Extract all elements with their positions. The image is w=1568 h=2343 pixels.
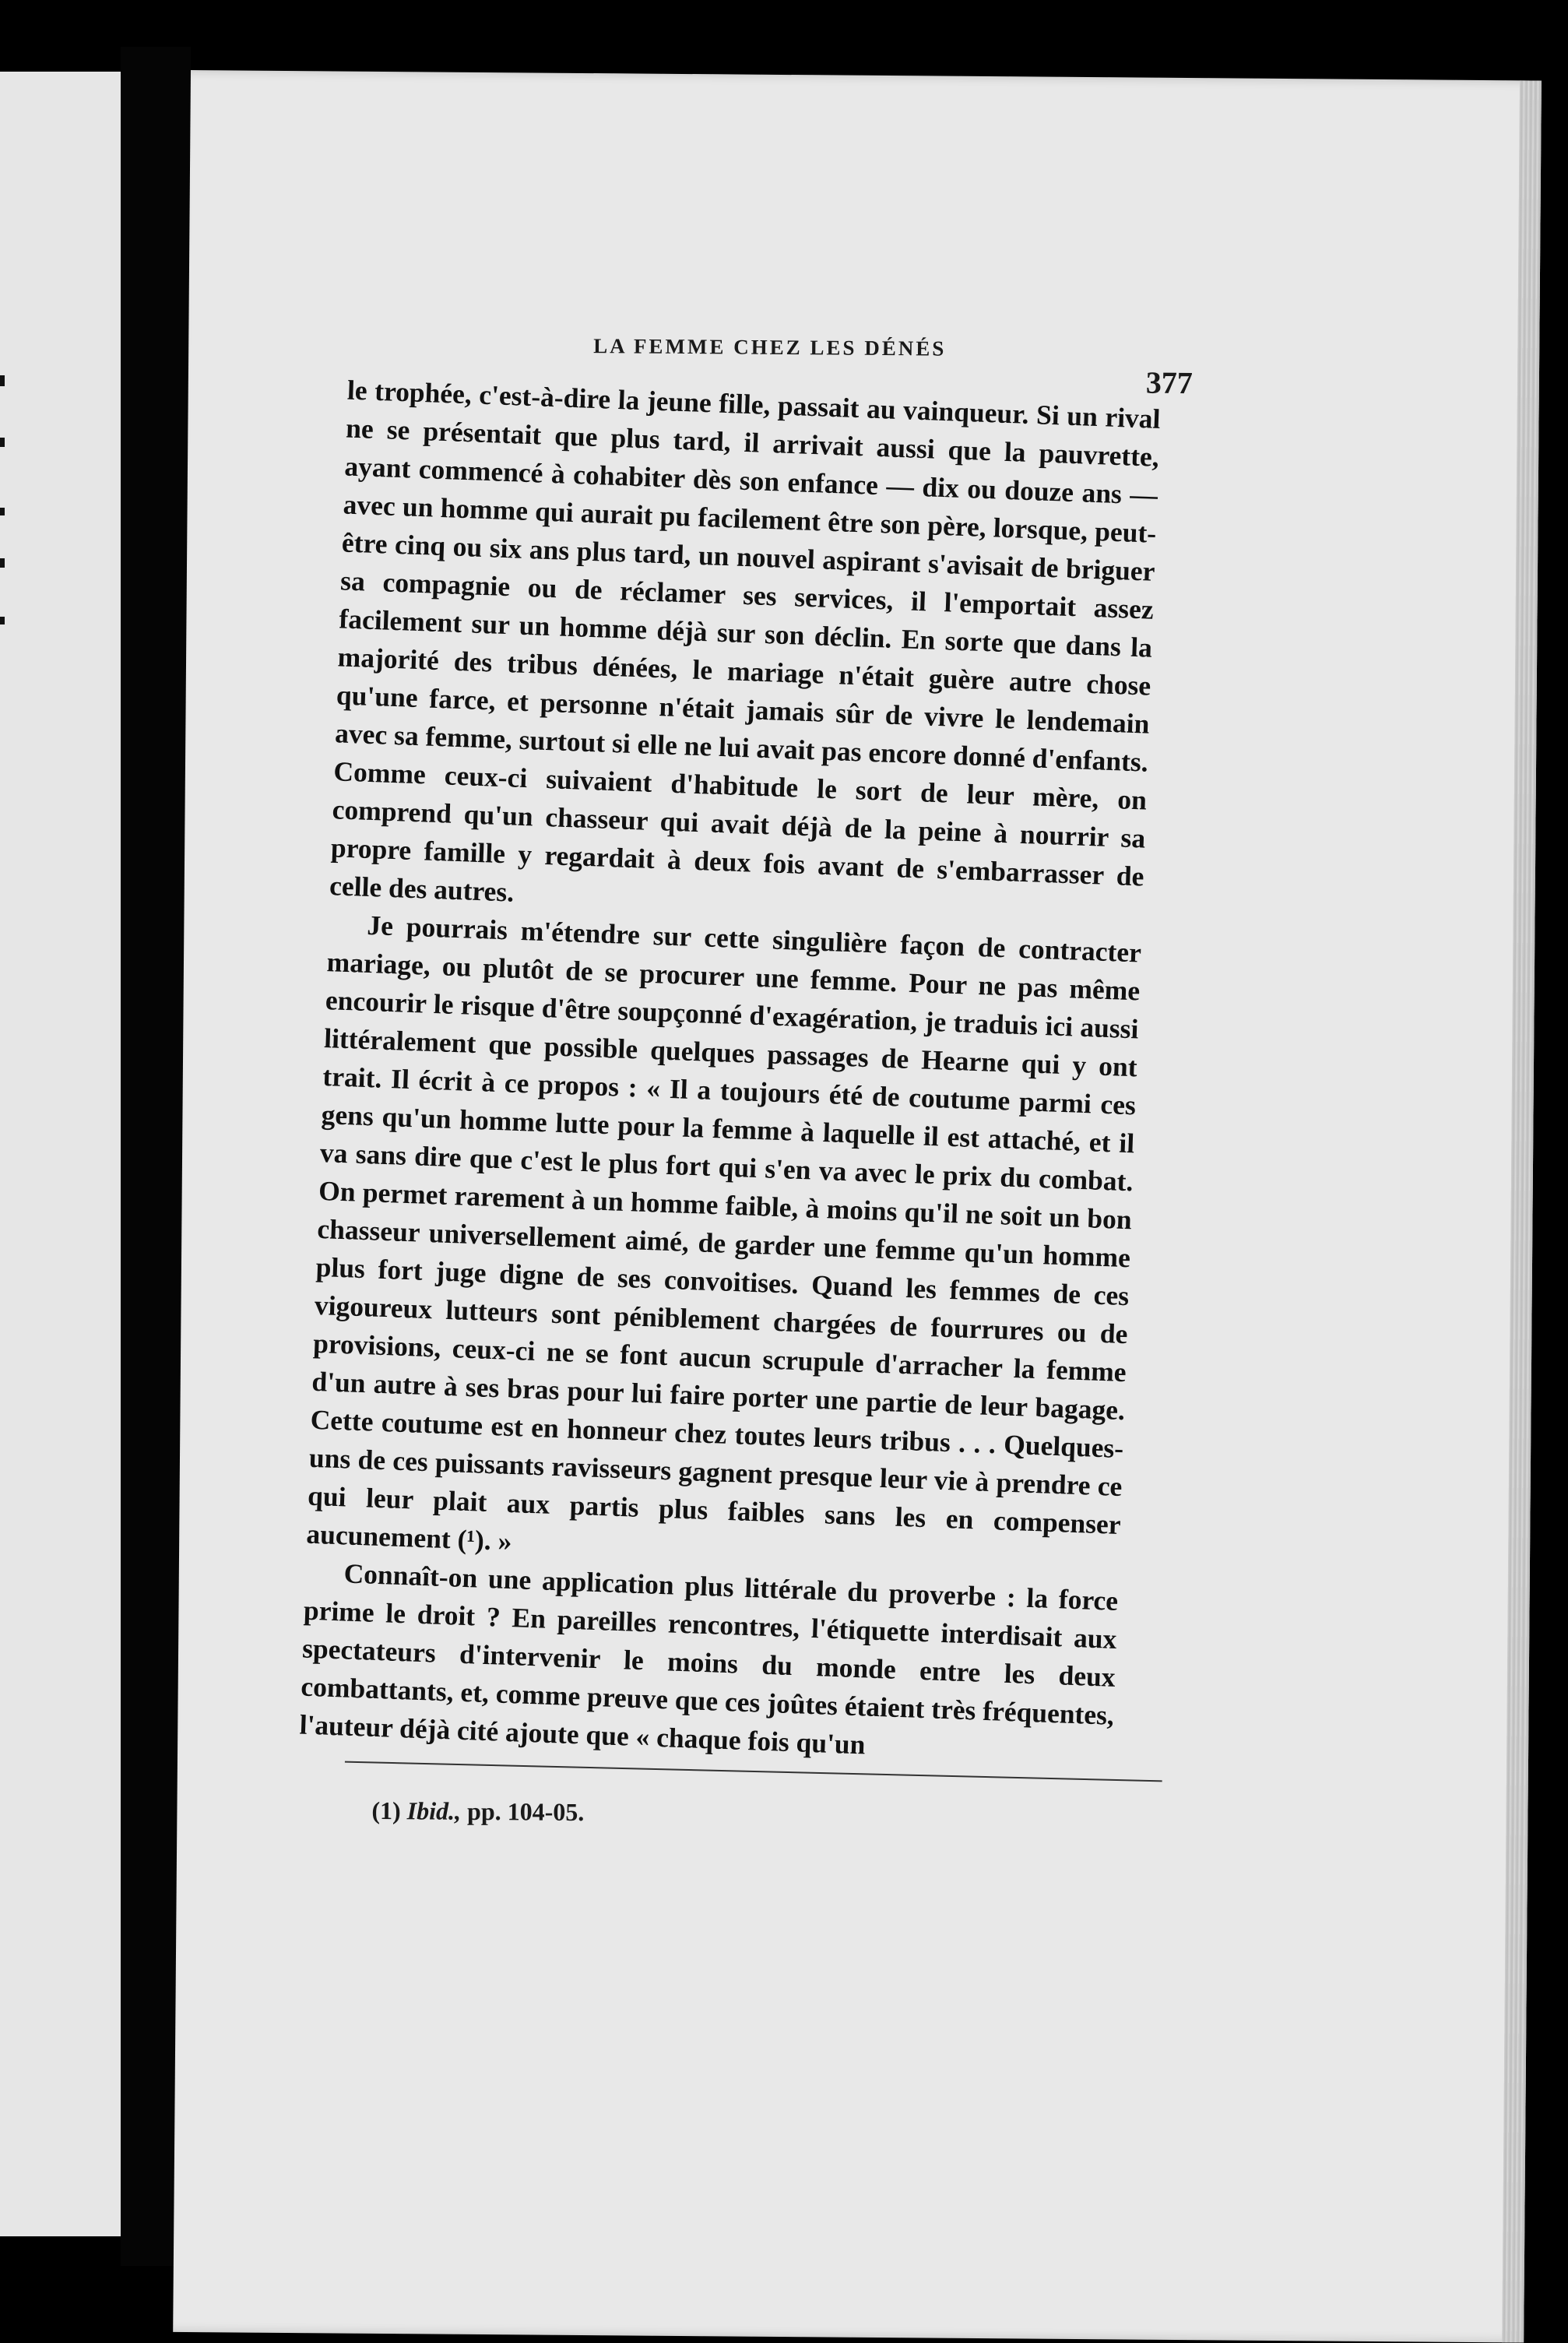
paragraph: le trophée, c'est-à-dire la jeune fille, passait au vainqueur. Si un rival ne se présentait que plus tard, il arrivait aussi que la pauvrette, ayant commencé à cohabiter dès son enfance — dix ou douze ans — avec un homme qui aurait pu facilement être son père, lorsque, peut-être cinq ou six ans plus tard, un nouvel aspirant s'avisait de briguer sa compagnie ou de réclamer ses services, il l'emportait assez facilement sur un homme déjà sur son déclin. En sorte que dans la majorité des tribus dénées, le mariage n'était guère autre chose qu'une farce, et personne n'était jamais sûr de vivre le lendemain avec sa femme, surtout si elle ne lui avait pas encore donné d'enfants. Comme ceux-ci suivaient d'habitude le sort de leur mère, on comprend qu'un chasseur qui avait déjà de la peine à nourrir sa propre famille y regardait à deux fois avant de s'embarrasser de celle des autres.	[329, 374, 1162, 908]
running-head: LA FEMME CHEZ LES DÉNÉS	[593, 334, 947, 361]
footnote-marker: (1)	[371, 1796, 401, 1825]
left-page-mark	[0, 617, 5, 624]
paragraph: Je pourrais m'étendre sur cette singulière façon de contracter mariage, ou plutôt de se procurer une femme. Pour ne pas même encourir le risque d'être soupçonné d'exagération, je traduis ici aussi littéralement que possible quelques passages de Hearne qui y ont trait. Il écrit à ce propos : « Il a toujours été de coutume parmi ces gens qu'un homme lutte pour la femme à laquelle il est attaché, et il va sans dire que c'est le plus fort qui s'en va avec le prix du combat. On permet rarement à un homme faible, à moins qu'il ne soit un bon chasseur universellement aimé, de garder une femme qu'un homme plus fort juge digne de ses convoitises. Quand les femmes de ces vigoureux lutteurs sont péniblement chargées de fourrures ou de provisions, ceux-ci ne se font aucun scrupule d'arracher la femme d'un autre à ses bras pour lui faire porter une partie de leur bagage. Cette coutume est en honneur chez toutes leurs tribus . . . Quelques-uns de ces puissants ravisseurs gagnent presque leur vie à prendre ce qui leur plait aux partis plus faibles sans les en compenser aucunement (¹). »	[305, 909, 1142, 1557]
footnote	[371, 1796, 584, 1827]
paragraph: Connaît-on une application plus littérale du proverbe : la force prime le droit ? En pareilles rencontres, l'étiquette interdisait aux spectateurs d'intervenir le moins du monde entre les deux combattants, et, comme preuve que ces joûtes étaient très fréquentes, l'auteur déjà cité ajoute que « chaque fois qu'un	[299, 1557, 1119, 1761]
left-page-mark	[0, 508, 5, 515]
page-number: 377	[1145, 364, 1194, 401]
footnote-ref: Ibid.,	[406, 1796, 462, 1825]
footnote-pages: pp. 104-05.	[466, 1796, 585, 1827]
body-text	[299, 371, 1161, 1773]
page-edge	[1502, 80, 1542, 2342]
left-page-mark	[0, 558, 5, 568]
left-page-mark	[0, 438, 5, 447]
left-page-mark	[0, 375, 5, 386]
book-page	[173, 70, 1542, 2343]
left-page-edge	[0, 72, 121, 2236]
